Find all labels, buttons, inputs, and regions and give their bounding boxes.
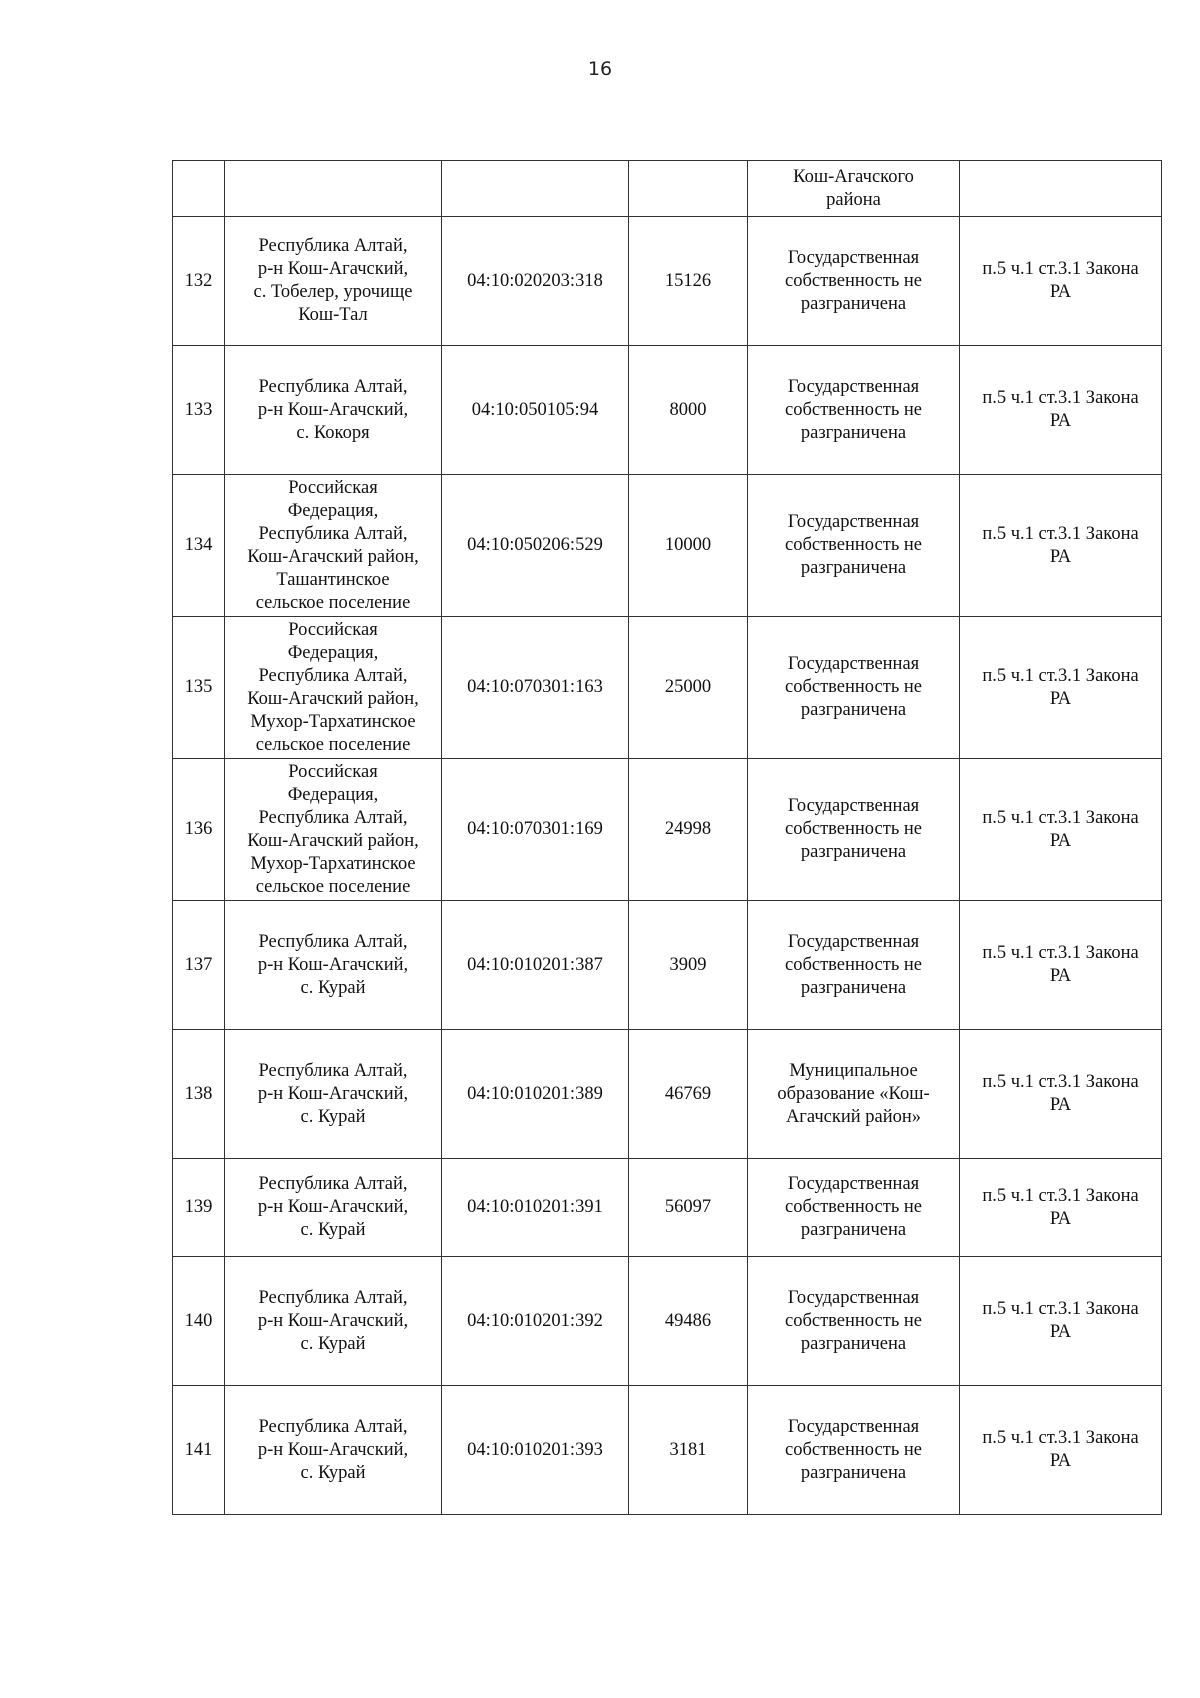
table-row [173, 617, 1162, 759]
basis-cell: п.5 ч.1 ст.3.1 Закона РА [960, 217, 1162, 346]
cadastral-cell [442, 161, 629, 217]
address-cell: Республика Алтай, р-н Кош-Агачский, с. Курай [225, 1159, 442, 1257]
address-cell: Республика Алтай, р-н Кош-Агачский, с. Кокоря [225, 346, 442, 475]
address-cell: Республика Алтай, р-н Кош-Агачский, с. Курай [225, 901, 442, 1030]
address-cell: Республика Алтай, р-н Кош-Агачский, с. Курай [225, 1257, 442, 1386]
owner-cell: Государственная собственность не разграничена [748, 346, 960, 475]
owner-cell: Государственная собственность не разграничена [748, 1159, 960, 1257]
area-cell: 56097 [629, 1159, 748, 1257]
num-cell: 139 [173, 1159, 225, 1257]
basis-cell: п.5 ч.1 ст.3.1 Закона РА [960, 346, 1162, 475]
table-row [173, 346, 1162, 475]
area-cell: 8000 [629, 346, 748, 475]
num-cell: 137 [173, 901, 225, 1030]
cadastral-cell: 04:10:020203:318 [442, 217, 629, 346]
area-cell: 10000 [629, 475, 748, 617]
table-row [173, 1030, 1162, 1159]
land-plots-table [172, 160, 1162, 1515]
basis-cell: п.5 ч.1 ст.3.1 Закона РА [960, 901, 1162, 1030]
owner-cell: Государственная собственность не разграничена [748, 1257, 960, 1386]
owner-cell: Кош-Агачского района [748, 161, 960, 217]
cadastral-cell: 04:10:050105:94 [442, 346, 629, 475]
num-cell [173, 161, 225, 217]
num-cell: 136 [173, 759, 225, 901]
basis-cell: п.5 ч.1 ст.3.1 Закона РА [960, 617, 1162, 759]
cadastral-cell: 04:10:010201:392 [442, 1257, 629, 1386]
num-cell: 132 [173, 217, 225, 346]
owner-cell: Государственная собственность не разграничена [748, 217, 960, 346]
address-cell: Республика Алтай, р-н Кош-Агачский, с. Курай [225, 1030, 442, 1159]
basis-cell: п.5 ч.1 ст.3.1 Закона РА [960, 1386, 1162, 1515]
num-cell: 135 [173, 617, 225, 759]
basis-cell: п.5 ч.1 ст.3.1 Закона РА [960, 1159, 1162, 1257]
address-cell: Российская Федерация, Республика Алтай, Кош-Агачский район, Мухор-Тархатинское сельское поселение [225, 617, 442, 759]
basis-cell: п.5 ч.1 ст.3.1 Закона РА [960, 1257, 1162, 1386]
table-row [173, 217, 1162, 346]
cadastral-cell: 04:10:070301:163 [442, 617, 629, 759]
area-cell: 25000 [629, 617, 748, 759]
area-cell [629, 161, 748, 217]
basis-cell: п.5 ч.1 ст.3.1 Закона РА [960, 759, 1162, 901]
area-cell: 15126 [629, 217, 748, 346]
num-cell: 134 [173, 475, 225, 617]
num-cell: 133 [173, 346, 225, 475]
owner-cell: Государственная собственность не разграничена [748, 1386, 960, 1515]
table-row [173, 1386, 1162, 1515]
table-row [173, 475, 1162, 617]
owner-cell: Государственная собственность не разграничена [748, 759, 960, 901]
basis-cell: п.5 ч.1 ст.3.1 Закона РА [960, 1030, 1162, 1159]
basis-cell: п.5 ч.1 ст.3.1 Закона РА [960, 475, 1162, 617]
cadastral-cell: 04:10:010201:387 [442, 901, 629, 1030]
table-row [173, 1257, 1162, 1386]
area-cell: 24998 [629, 759, 748, 901]
address-cell: Российская Федерация, Республика Алтай, Кош-Агачский район, Мухор-Тархатинское сельское поселение [225, 759, 442, 901]
continuation-row [173, 161, 1162, 217]
num-cell: 141 [173, 1386, 225, 1515]
cadastral-cell: 04:10:010201:393 [442, 1386, 629, 1515]
table-row [173, 759, 1162, 901]
owner-cell: Государственная собственность не разграничена [748, 617, 960, 759]
owner-cell: Государственная собственность не разграничена [748, 901, 960, 1030]
address-cell [225, 161, 442, 217]
owner-cell: Государственная собственность не разграничена [748, 475, 960, 617]
num-cell: 138 [173, 1030, 225, 1159]
table-row [173, 1159, 1162, 1257]
num-cell: 140 [173, 1257, 225, 1386]
cadastral-cell: 04:10:050206:529 [442, 475, 629, 617]
address-cell: Республика Алтай, р-н Кош-Агачский, с. Курай [225, 1386, 442, 1515]
area-cell: 46769 [629, 1030, 748, 1159]
address-cell: Российская Федерация, Республика Алтай, Кош-Агачский район, Ташантинское сельское поселение [225, 475, 442, 617]
page-number: 16 [587, 58, 613, 80]
address-cell: Республика Алтай, р-н Кош-Агачский, с. Тобелер, урочище Кош-Тал [225, 217, 442, 346]
basis-cell [960, 161, 1162, 217]
area-cell: 3181 [629, 1386, 748, 1515]
cadastral-cell: 04:10:070301:169 [442, 759, 629, 901]
cadastral-cell: 04:10:010201:389 [442, 1030, 629, 1159]
area-cell: 3909 [629, 901, 748, 1030]
table-row [173, 901, 1162, 1030]
cadastral-cell: 04:10:010201:391 [442, 1159, 629, 1257]
owner-cell: Муниципальное образование «Кош- Агачский район» [748, 1030, 960, 1159]
area-cell: 49486 [629, 1257, 748, 1386]
